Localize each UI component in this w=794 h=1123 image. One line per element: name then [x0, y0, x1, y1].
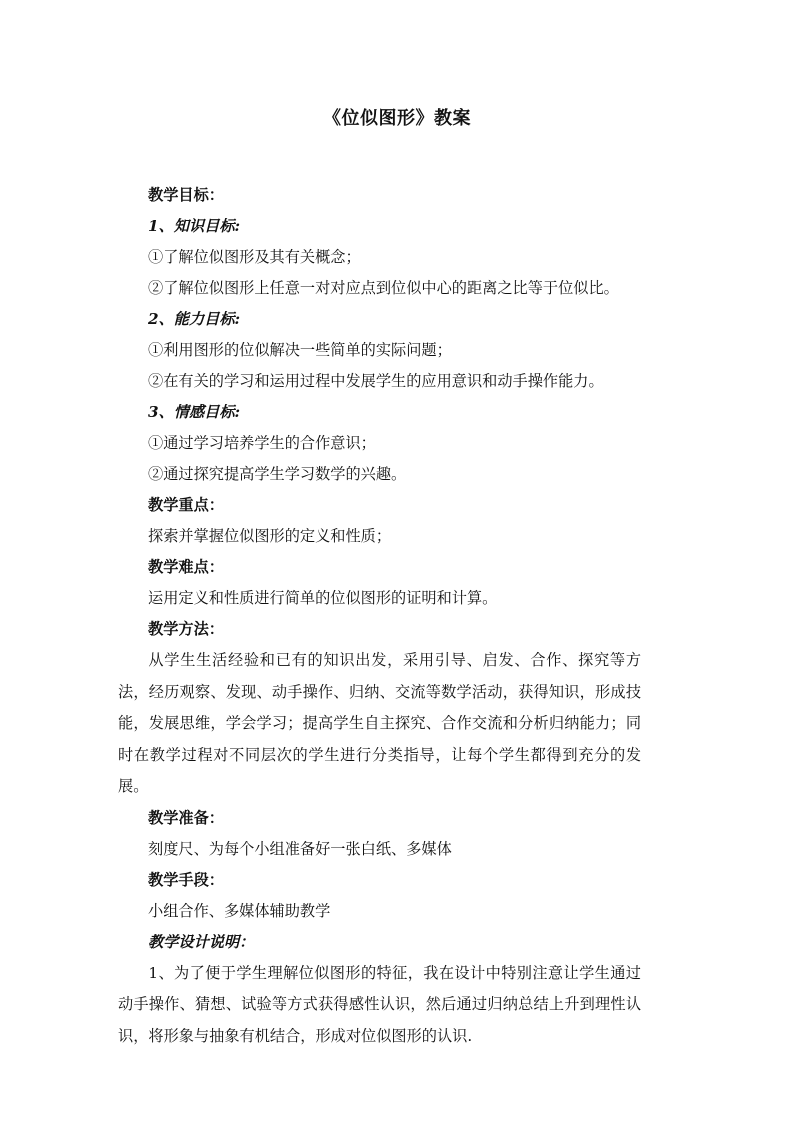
- difficulty-heading: 教学难点：: [148, 558, 224, 576]
- teaching-goals-heading: 教学目标：: [148, 186, 224, 204]
- knowledge-item: ②了解位似图形上任意一对对应点到位似中心的距离之比等于位似比。: [148, 279, 619, 297]
- preparation-text: 刻度尺、为每个小组准备好一张白纸、多媒体: [148, 839, 452, 858]
- emotion-item: ②通过探究提高学生学习数学的兴趣。: [148, 465, 407, 483]
- design-paragraph: 1、为了便于学生理解位似图形的特征，我在设计中特别注意让学生通过动手操作、猜想、试验等方式获得感性认识，然后通过归纳总结上升到理性认识，将形象与抽象有机结合，形成对位似图形的认识.: [118, 963, 641, 1045]
- means-text: 小组合作、多媒体辅助教学: [148, 901, 331, 920]
- method-paragraph: 从学生生活经验和已有的知识出发，采用引导、启发、合作、探究等方法，经历观察、发现、动手操作、归纳、交流等数学活动，获得知识，形成技能，发展思维，学会学习；提高学生自主探究、合作交流和分析归纳能力；同时在教学过程对不同层次的学生进行分类指导，让每个学生都得到充分的发展。: [118, 651, 641, 795]
- method-heading: 教学方法：: [148, 620, 224, 638]
- key-point-heading: 教学重点：: [148, 496, 224, 514]
- design-heading: 教学设计说明：: [148, 932, 255, 951]
- emotion-item: ①通过学习培养学生的合作意识；: [148, 434, 376, 452]
- ability-goal-heading: 2、能力目标:: [148, 310, 241, 328]
- knowledge-goal-heading: 1、知识目标:: [148, 217, 241, 235]
- document-body: [118, 180, 668, 1052]
- difficulty-text: 运用定义和性质进行简单的位似图形的证明和计算。: [148, 589, 498, 607]
- document-title: 《位似图形》教案: [323, 108, 471, 129]
- emotion-goal-heading: 3、情感目标:: [148, 403, 241, 421]
- knowledge-item: ①了解位似图形及其有关概念；: [148, 248, 361, 266]
- preparation-heading: 教学准备：: [148, 808, 224, 827]
- key-point-text: 探索并掌握位似图形的定义和性质；: [148, 527, 391, 545]
- ability-item: ②在有关的学习和运用过程中发展学生的应用意识和动手操作能力。: [148, 372, 604, 390]
- ability-item: ①利用图形的位似解决一些简单的实际问题；: [148, 341, 452, 359]
- means-heading: 教学手段：: [148, 870, 224, 889]
